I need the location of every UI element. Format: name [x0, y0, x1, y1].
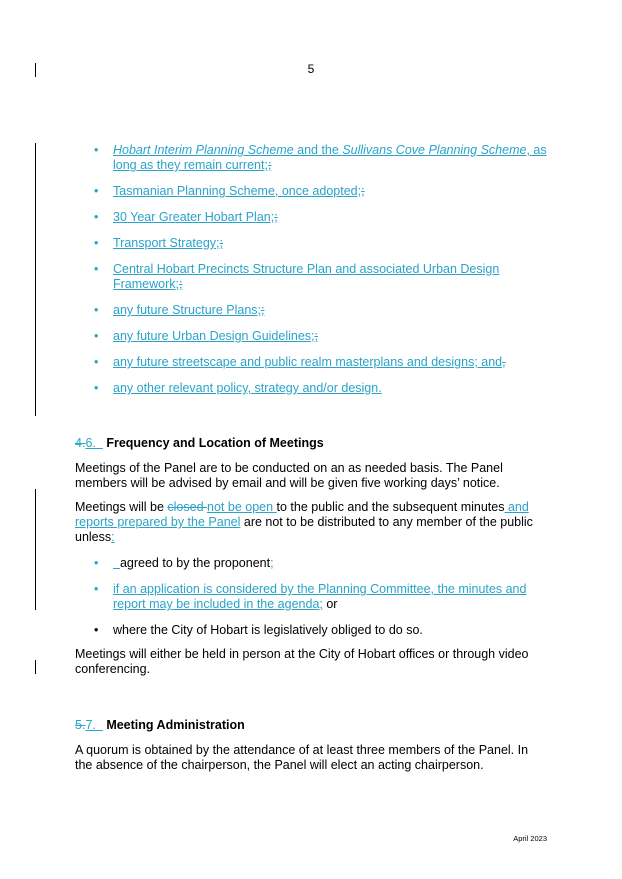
quorum-paragraph: A quorum is obtained by the attendance of at least three members of the Panel. In the absence of the chairperson, the Panel will elect an acting chairperson. — [75, 743, 529, 772]
list-item: • any other relevant policy, strategy and/or design. — [94, 381, 382, 395]
section-heading-admin: 5.7. Meeting Administration — [75, 718, 245, 732]
list-item: • Transport Strategy;; — [94, 236, 224, 250]
list-item: • Central Hobart Precincts Structure Plan and associated Urban Design Framework;; — [94, 262, 500, 291]
policy-bullet-list — [94, 143, 564, 407]
list-item: • Hobart Interim Planning Scheme and the Sullivans Cove Planning Scheme, as long as they remain current;; — [94, 143, 547, 172]
list-item: • any future streetscape and public realm masterplans and designs; and, — [94, 355, 506, 369]
list-item: • any future Structure Plans;; — [94, 303, 265, 317]
change-bar — [35, 660, 36, 674]
disclosure-bullet-list — [94, 556, 544, 649]
change-bar — [35, 143, 36, 416]
list-item: • if an application is considered by the Planning Committee, the minutes and report may be included in the agenda; or — [94, 582, 527, 611]
frequency-paragraph: Meetings of the Panel are to be conducted on an as needed basis. The Panel members will be advised by email and will be given five working days’ notice. — [75, 461, 503, 490]
list-item: • Tasmanian Planning Scheme, once adopted;; — [94, 184, 365, 198]
meeting-location-paragraph: Meetings will either be held in person at the City of Hobart offices or through video conferencing. — [75, 647, 529, 676]
list-item: • 30 Year Greater Hobart Plan;; — [94, 210, 278, 224]
list-item: • agreed to by the proponent; — [94, 556, 274, 570]
list-item: • any future Urban Design Guidelines;; — [94, 329, 318, 343]
meetings-closed-paragraph: Meetings will be closed not be open to the public and the subsequent minutes and reports prepared by the Panel are not to be distributed to any member of the public unless: — [75, 500, 533, 544]
change-bar — [35, 489, 36, 610]
change-bar — [35, 63, 36, 77]
section-heading-frequency: 4.6. Frequency and Location of Meetings — [75, 436, 324, 450]
page-number: 5 — [307, 62, 315, 76]
list-item: • where the City of Hobart is legislatively obliged to do so. — [94, 623, 423, 637]
footer-date: April 2023 — [513, 834, 547, 843]
